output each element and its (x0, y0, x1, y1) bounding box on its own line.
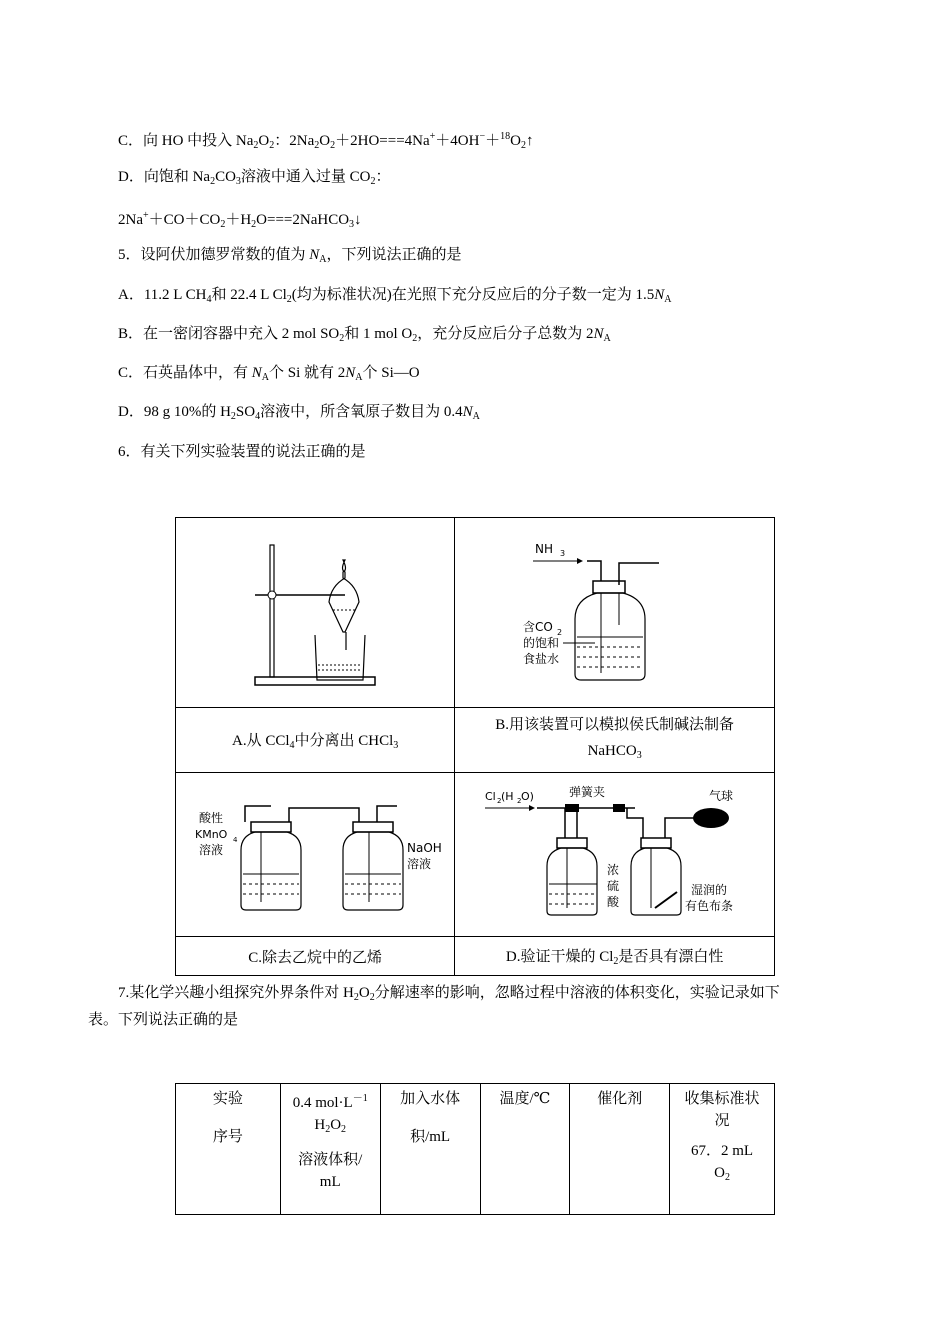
apparatus-b-cell (455, 518, 775, 708)
svg-text:气球: 气球 (708, 789, 733, 803)
caption-b: B.用该装置可以模拟侯氏制碱法制备 NaHCO$_3$ (455, 708, 775, 773)
experiment-table (175, 1083, 775, 1215)
apparatus-a-cell (176, 518, 455, 708)
apparatus-table (175, 517, 775, 976)
col-h2o2-volume: 0.4 $mol\cdot L^{-1}$ $H_2O_2$ 溶液体积/ mL (280, 1084, 380, 1215)
two-bottle-wash-diagram (195, 782, 442, 922)
question-7: 7.某化学兴趣小组探究外界条件对 $H_2O_2$分解速率的影响，忽略过程中溶液的体积变化，实验记录如下 (118, 985, 780, 1003)
svg-text:溶液: 溶液 (199, 843, 224, 857)
svg-text:NH: NH (534, 542, 553, 556)
apparatus-d-cell (455, 773, 775, 937)
question-5-option-b: B．在一密闭容器中充入 2 mol $SO_2$和 1 mol $O_2$，充分反应后分子总数为 $2N_A$ (118, 326, 611, 344)
option-d-equation: $2Na^++CO+CO_2+H_2O===2NaHCO_3↓$ (118, 210, 362, 230)
svg-text:3: 3 (559, 549, 565, 558)
svg-text:湿润的: 湿润的 (690, 883, 727, 897)
caption-d: D.验证干燥的 $Cl_2$是否具有漂白性 (455, 937, 775, 976)
svg-text:食盐水: 食盐水 (522, 652, 559, 666)
svg-text:O): O) (520, 790, 534, 803)
svg-text:的饱和: 的饱和 (522, 636, 559, 650)
svg-text:硫: 硫 (606, 879, 619, 893)
apparatus-c-cell (176, 773, 455, 937)
svg-text:2: 2 (516, 797, 522, 805)
svg-text:Cl: Cl (484, 790, 496, 803)
col-experiment-no: 实验 序号 (176, 1084, 281, 1215)
caption-c: C.除去乙烷中的乙烯 (176, 937, 455, 976)
caption-a: A.从 CCl$_4$中分离出 CHCl$_3$ (176, 708, 455, 773)
svg-text:有色布条: 有色布条 (684, 899, 733, 913)
chlorine-bleach-diagram (465, 782, 765, 922)
svg-text:含CO: 含CO (522, 620, 553, 634)
question-5: 5．设阿伏加德罗常数的值为 $N_A$，下列说法正确的是 (118, 247, 462, 265)
svg-text:KMnO: KMnO (195, 828, 228, 841)
question-5-option-c: C．石英晶体中，有 $N_A$个 Si 就有 $2N_A$个 Si—O (118, 365, 420, 383)
svg-text:2: 2 (496, 797, 502, 805)
svg-text:酸性: 酸性 (199, 811, 224, 825)
col-catalyst: 催化剂 (570, 1084, 670, 1215)
option-d-line: D．向饱和 $Na_2CO_3$溶液中通入过量 $CO_2$： (118, 169, 391, 187)
col-temperature: 温度/℃ (480, 1084, 570, 1215)
svg-text:4: 4 (233, 836, 238, 844)
question-5-option-d: D．98 g 10%的 $H_2SO_4$溶液中，所含氧原子数目为 $0.4N_A$ (118, 404, 480, 422)
svg-text:溶液: 溶液 (407, 857, 432, 871)
col-water-volume: 加入水体 积/mL (380, 1084, 480, 1215)
option-c-line: C．向 HO 中投入 $Na_2O_2$：$2Na_2O_2+2HO===4Na^++4OH^-+^{18}O_2↑$ (118, 131, 534, 151)
nh3-bottle-diagram (515, 525, 715, 695)
svg-text:弹簧夹: 弹簧夹 (568, 785, 605, 799)
question-6: 6．有关下列实验装置的说法正确的是 (118, 444, 366, 460)
svg-text:浓: 浓 (606, 863, 619, 877)
svg-text:2: 2 (556, 628, 562, 637)
svg-text:NaOH: NaOH (407, 841, 442, 855)
question-7-cont: 表。下列说法正确的是 (88, 1012, 239, 1028)
col-o2-volume: 收集标准状 况 67．2 mL $O_2$ (670, 1084, 775, 1215)
svg-text:(H: (H (500, 790, 514, 803)
separatory-funnel-diagram (215, 525, 415, 695)
question-5-option-a: A．11.2 L $CH_4$和 22.4 L $Cl_2$(均为标准状况)在光照下充分反应后的分子数一定为 $1.5N_A$ (118, 287, 672, 305)
svg-text:酸: 酸 (606, 895, 619, 909)
